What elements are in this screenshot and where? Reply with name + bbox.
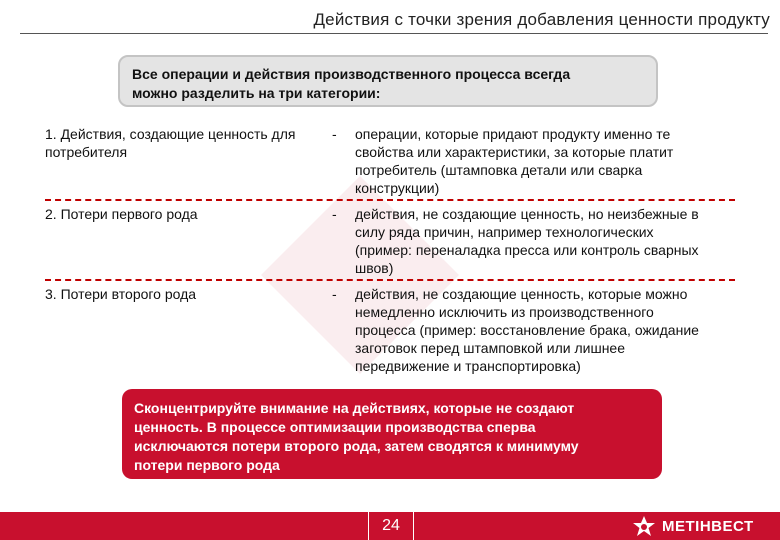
logo-star-icon [632, 515, 656, 537]
intro-line: можно разделить на три категории: [132, 85, 381, 101]
callout-line: ценность. В процессе оптимизации производства сперва [134, 419, 536, 435]
callout-line: потери первого рода [134, 457, 280, 473]
category-dash: - [332, 126, 337, 142]
row-separator [45, 199, 735, 201]
category-description: действия, не создающие ценность, но неизбежные в силу ряда причин, например технологических (пример: переналадка пресса или контроль сварных швов) [355, 206, 699, 276]
callout-line: Сконцентрируйте внимание на действиях, которые не создают [134, 400, 575, 416]
callout-box [122, 389, 662, 479]
intro-line: Все операции и действия производственного процесса всегда [132, 66, 571, 82]
title-divider [20, 33, 768, 34]
logo-text: МЕТІНВЕСТ [662, 517, 754, 535]
category-dash: - [332, 206, 337, 222]
row-separator [45, 279, 735, 281]
page-number: 24 [368, 512, 414, 540]
category-dash: - [332, 286, 337, 302]
intro-box [118, 55, 658, 107]
category-label: 1. Действия, создающие ценность для потребителя [45, 126, 296, 160]
category-description: операции, которые придают продукту именно те свойства или характеристики, за которые платит потребитель (штамповка детали или сварка конструкции) [355, 126, 674, 196]
category-label: 3. Потери второго рода [45, 286, 197, 302]
category-label: 2. Потери первого рода [45, 206, 198, 222]
slide-title: Действия с точки зрения добавления ценности продукту [313, 10, 770, 29]
company-logo [632, 515, 754, 537]
category-description: действия, не создающие ценность, которые можно немедленно исключить из производственного процесса (пример: восстановление брака, ожидание заготовок перед штамповкой или лишнее передвижение и транспортировка) [355, 286, 699, 374]
callout-line: исключаются потери второго рода, затем сводятся к минимуму [134, 438, 579, 454]
